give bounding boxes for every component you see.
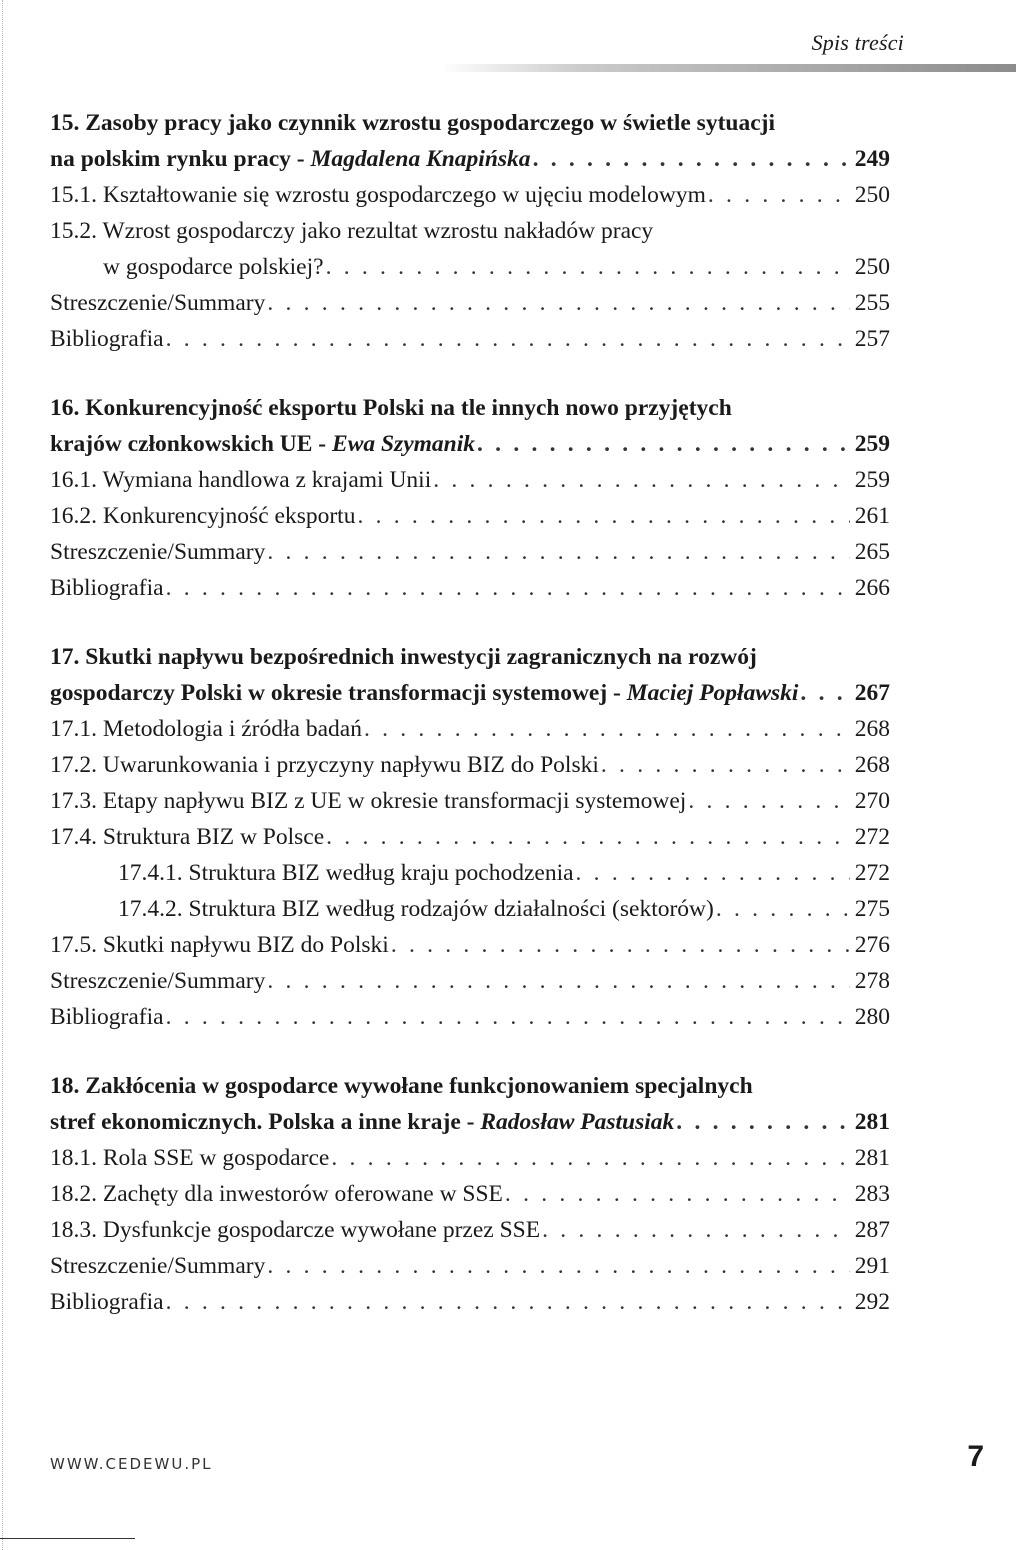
dot-leader [533,141,850,177]
dot-leader [364,711,850,747]
toc-entry [50,927,890,963]
dot-leader [800,675,850,711]
toc-entry [50,213,890,249]
chapter-heading: 15. Zasoby pracy jako czynnik wzrostu gospodarczego w świetle sytuacji [50,110,776,136]
toc-entry [50,999,890,1035]
toc-entry [50,963,890,999]
toc-entry [50,534,890,570]
chapter-author: Radosław Pastusiak [480,1109,675,1135]
page-number: 281 [854,1145,890,1171]
dot-leader [505,1176,850,1212]
dot-leader [433,462,850,498]
dot-leader [166,570,850,606]
dot-leader [267,285,850,321]
toc-entry [50,783,890,819]
dot-leader [542,1212,850,1248]
dot-leader [391,927,850,963]
dot-leader [166,1284,850,1320]
page-number: 268 [854,752,890,778]
toc-entry [50,249,890,285]
page-number: 276 [854,932,890,958]
dot-leader [166,999,850,1035]
entry-label: Streszczenie/Summary [50,968,266,994]
chapter-heading: 17. Skutki napływu bezpośrednich inwestycji zagranicznych na rozwój [50,644,757,670]
dot-leader [601,747,850,783]
page-number: 287 [854,1217,890,1243]
dot-leader [688,783,850,819]
page-number: 272 [854,860,890,886]
entry-label: 18.2. Zachęty dla inwestorów oferowane w SSE [50,1181,503,1207]
entry-label: 15.1. Kształtowanie się wzrostu gospodarczego w ujęciu modelowym [50,182,706,208]
dot-leader [676,1104,850,1140]
running-header: Spis treści [811,30,904,55]
table-of-contents [50,105,890,1353]
dot-leader [166,321,850,357]
toc-entry [50,570,890,606]
dot-leader [267,534,850,570]
page-number: 259 [854,467,890,493]
chapter-heading: 16. Konkurencyjność eksportu Polski na tle innych nowo przyjętych [50,395,732,421]
toc-entry [50,498,890,534]
chapter-heading-cont: krajów członkowskich UE - [50,431,333,457]
entry-label: 18.1. Rola SSE w gospodarce [50,1145,330,1171]
dot-leader [716,891,850,927]
page-number: 265 [854,539,890,565]
chapter-heading-line [50,675,890,711]
entry-label: Streszczenie/Summary [50,290,266,316]
dot-leader [326,249,850,285]
page-number: 259 [854,431,890,457]
toc-subentry [50,891,890,927]
page-number: 281 [854,1109,890,1135]
entry-label: 16.1. Wymiana handlowa z krajami Unii [50,467,432,493]
entry-label: 18.3. Dysfunkcje gospodarcze wywołane przez SSE [50,1217,541,1243]
entry-label: Bibliografia [50,1004,164,1030]
entry-label: 17.1. Metodologia i źródła badań [50,716,362,742]
toc-section-18 [50,1068,890,1320]
folio-page-number: 7 [967,1440,984,1473]
toc-entry [50,1140,890,1176]
chapter-author: Ewa Szymanik [332,431,476,457]
toc-entry [50,1248,890,1284]
entry-label: Bibliografia [50,575,164,601]
page-number: 250 [854,182,890,208]
dot-leader [267,1248,850,1284]
page-number: 272 [854,824,890,850]
entry-label: 17.4.1. Struktura BIZ według kraju pochodzenia [118,860,574,886]
toc-entry [50,321,890,357]
scan-edge-marks [2,0,7,1550]
toc-entry [50,1176,890,1212]
toc-entry [50,1212,890,1248]
page-number: 257 [854,326,890,352]
page-number: 255 [854,290,890,316]
toc-section-15 [50,105,890,357]
chapter-author: Maciej Popławski [626,680,799,706]
dot-leader [357,498,850,534]
chapter-heading-line [50,1104,890,1140]
toc-section-17 [50,639,890,1035]
toc-entry [50,1284,890,1320]
toc-entry [50,711,890,747]
entry-label: 17.3. Etapy napływu BIZ z UE w okresie transformacji systemowej [50,788,687,814]
toc-entry [50,285,890,321]
toc-entry [50,819,890,855]
toc-entry [50,462,890,498]
toc-entry [50,177,890,213]
toc-entry [50,747,890,783]
dot-leader [267,963,850,999]
chapter-heading-cont: gospodarczy Polski w okresie transformacji systemowej - [50,680,627,706]
dot-leader [477,426,850,462]
entry-label: 17.4.2. Struktura BIZ według rodzajów działalności (sektorów) [118,896,714,922]
page-number: 278 [854,968,890,994]
entry-label: Bibliografia [50,1289,164,1315]
page-number: 266 [854,575,890,601]
entry-label: Streszczenie/Summary [50,1253,266,1279]
dot-leader [576,855,850,891]
page-number: 283 [854,1181,890,1207]
dot-leader [326,819,850,855]
entry-label: 17.2. Uwarunkowania i przyczyny napływu BIZ do Polski [50,752,599,778]
entry-label: w gospodarce polskiej? [103,254,324,280]
header-rule [440,64,1016,72]
page-number: 261 [854,503,890,529]
chapter-heading: 18. Zakłócenia w gospodarce wywołane funkcjonowaniem specjalnych [50,1073,753,1099]
chapter-heading-cont: na polskim rynku pracy - [50,146,311,172]
chapter-author: Magdalena Knapińska [310,146,531,172]
page-number: 249 [854,146,890,172]
toc-subentry [50,855,890,891]
page-number: 292 [854,1289,890,1315]
page-number: 280 [854,1004,890,1030]
page-number: 275 [854,896,890,922]
page-number: 250 [854,254,890,280]
page-number: 270 [854,788,890,814]
entry-label: Bibliografia [50,326,164,352]
chapter-heading-line [50,141,890,177]
publisher-url: WWW.CEDEWU.PL [50,1455,213,1473]
chapter-heading-line [50,426,890,462]
bottom-rule [0,1538,135,1539]
dot-leader [708,177,850,213]
entry-label: 17.4. Struktura BIZ w Polsce [50,824,325,850]
page-number: 291 [854,1253,890,1279]
entry-label: 16.2. Konkurencyjność eksportu [50,503,356,529]
toc-section-16 [50,390,890,606]
entry-label: 15.2. Wzrost gospodarczy jako rezultat wzrostu nakładów pracy [50,218,654,244]
entry-label: Streszczenie/Summary [50,539,266,565]
chapter-heading-cont: stref ekonomicznych. Polska a inne kraje - [50,1109,481,1135]
page-number: 268 [854,716,890,742]
entry-label: 17.5. Skutki napływu BIZ do Polski [50,932,389,958]
dot-leader [331,1140,850,1176]
page-number: 267 [854,680,890,706]
